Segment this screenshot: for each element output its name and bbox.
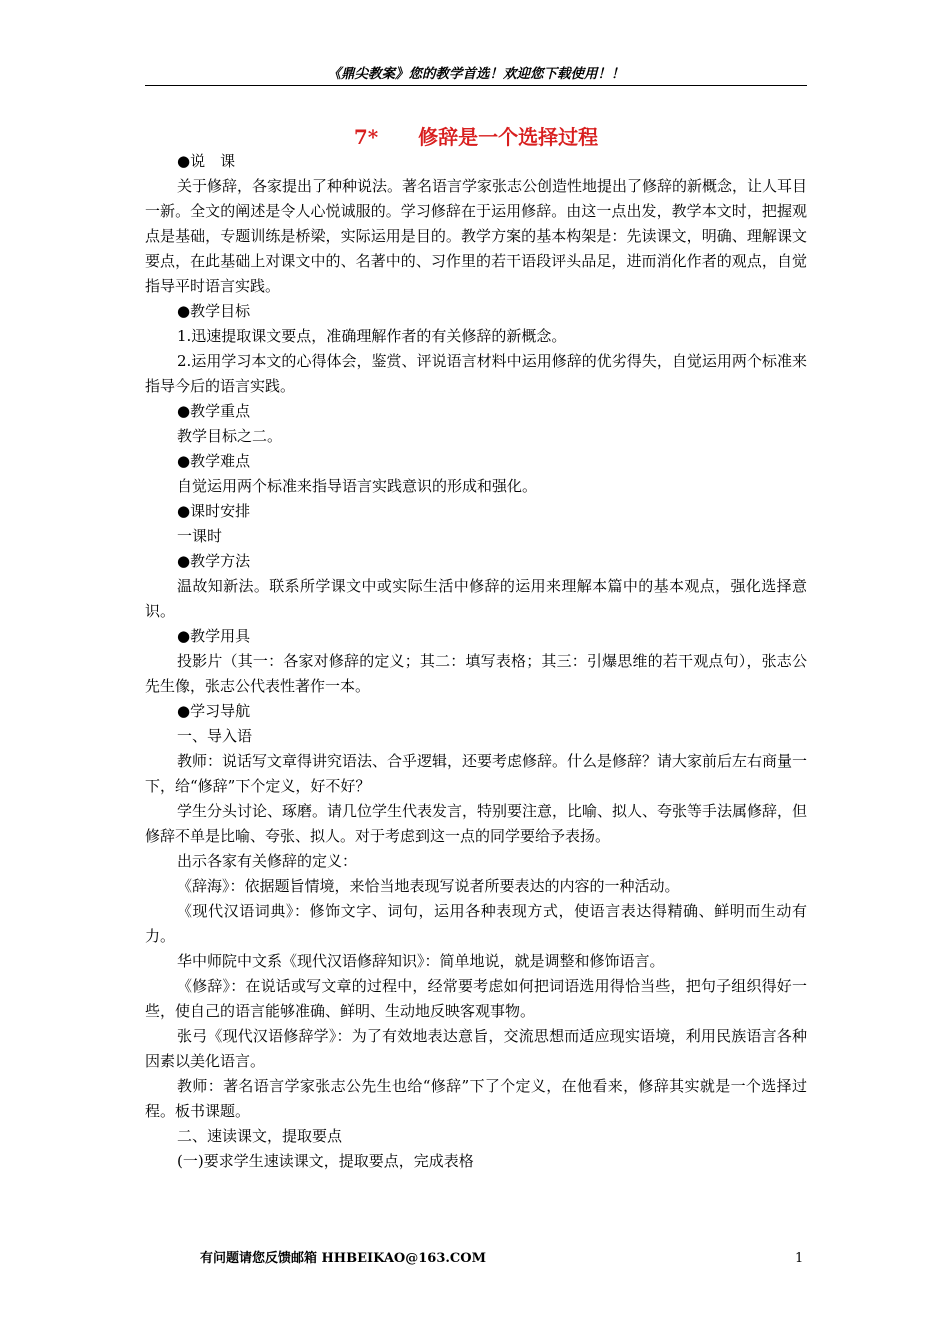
paragraph: 《修辞》：在说话或写文章的过程中，经常要考虑如何把词语选用得恰当些，把句子组织得好一些，使自己的语言能够准确、鲜明、生动地反映客观事物。 [145, 977, 807, 1020]
page-header: 《鼎尖教案》您的教学首选！欢迎您下载使用！！ [327, 66, 625, 82]
section-heading-lesson-talk: ●说 课 [177, 152, 236, 170]
paragraph: 投影片（其一：各家对修辞的定义；其二：填写表格；其三：引爆思维的若干观点句），张志公先生像，张志公代表性著作一本。 [145, 652, 807, 695]
paragraph: 《现代汉语词典》：修饰文字、词句，运用各种表现方式，使语言表达得精确、鲜明而生动有力。 [145, 902, 807, 945]
header-rule [145, 85, 807, 86]
paragraph: 温故知新法。联系所学课文中或实际生活中修辞的运用来理解本篇中的基本观点，强化选择意识。 [145, 577, 807, 620]
paragraph: 张弓《现代汉语修辞学》：为了有效地表达意旨，交流思想而适应现实语境，利用民族语言各种因素以美化语言。 [145, 1027, 807, 1070]
page-title: 7* 修辞是一个选择过程 [353, 125, 599, 149]
paragraph: 2.运用学习本文的心得体会，鉴赏、评说语言材料中运用修辞的优劣得失，自觉运用两个标准来指导今后的语言实践。 [145, 352, 807, 395]
footer-feedback-email: 有问题请您反馈邮箱 HHBEIKAO@163.COM [200, 1251, 486, 1266]
paragraph: 自觉运用两个标准来指导语言实践意识的形成和强化。 [177, 477, 538, 495]
section-heading-teaching-goals: ●教学目标 [177, 302, 251, 320]
paragraph: 学生分头讨论、琢磨。请几位学生代表发言，特别要注意，比喻、拟人、夸张等手法属修辞，但修辞不单是比喻、夸张、拟人。对于考虑到这一点的同学要给予表扬。 [145, 802, 808, 845]
paragraph: (一)要求学生速读课文，提取要点，完成表格 [177, 1152, 474, 1170]
section-heading-schedule: ●课时安排 [177, 502, 251, 520]
paragraph: 一课时 [177, 527, 223, 545]
paragraph: 教学目标之二。 [177, 427, 283, 445]
section-heading-materials: ●教学用具 [177, 627, 251, 645]
paragraph: 《辞海》：依据题旨情境，来恰当地表现写说者所要表达的内容的一种活动。 [177, 877, 680, 895]
subheading: 二、速读课文，提取要点 [177, 1127, 343, 1145]
section-heading-key-points: ●教学重点 [177, 402, 251, 420]
paragraph: 教师：著名语言学家张志公先生也给“修辞”下了个定义，在他看来，修辞其实就是一个选择过程。板书课题。 [145, 1077, 807, 1120]
paragraph: 教师：说话写文章得讲究语法、合乎逻辑，还要考虑修辞。什么是修辞？请大家前后左右商量一下，给“修辞”下个定义，好不好？ [145, 752, 808, 795]
section-heading-difficulties: ●教学难点 [177, 452, 251, 470]
subheading: 一、导入语 [177, 727, 253, 745]
document-body [145, 149, 807, 1174]
paragraph: 出示各家有关修辞的定义： [177, 852, 358, 870]
paragraph: 1.迅速提取课文要点，准确理解作者的有关修辞的新概念。 [177, 327, 567, 345]
paragraph: 华中师院中文系《现代汉语修辞知识》：简单地说，就是调整和修饰语言。 [177, 952, 665, 970]
paragraph: 关于修辞，各家提出了种种说法。著名语言学家张志公创造性地提出了修辞的新概念，让人耳目一新。全文的阐述是令人心悦诚服的。学习修辞在于运用修辞。由这一点出发，教学本文时，把握观点是基础，专题训练是桥梁，实际运用是目的。教学方案的基本构架是：先读课文，明确、理解课文要点，在此基础上对课文中的、名著中的、习作里的若干语段评头品足，进而消化作者的观点，自觉指导平时语言实践。 [145, 177, 808, 295]
section-heading-learning-guide: ●学习导航 [177, 702, 251, 720]
page-number: 1 [795, 1251, 804, 1266]
section-heading-methods: ●教学方法 [177, 552, 251, 570]
